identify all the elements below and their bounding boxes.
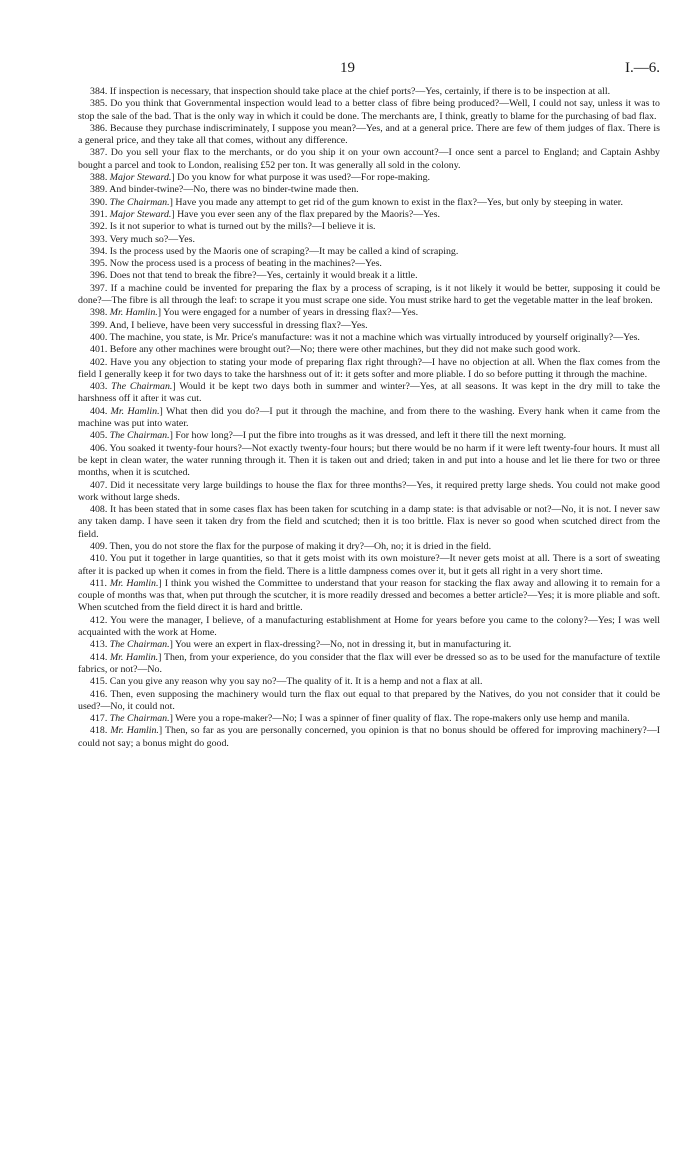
evidence-paragraph: 404. Mr. Hamlin.] What then did you do?—I put it through the machine, and from there to the washing. Every hank when it came from the machine was put into water. <box>78 405 660 430</box>
evidence-paragraph <box>78 541 660 553</box>
evidence-paragraph: 405. The Chairman.] For how long?—I put the fibre into troughs as it was dressed, and left it there till the next morning. <box>90 430 567 442</box>
paragraph-text: 392. Is it not superior to what is turned out by the mills?—I believe it is. <box>90 221 376 233</box>
evidence-paragraph <box>78 344 660 356</box>
evidence-paragraph: 390. The Chairman.] Have you made any attempt to get rid of the gum known to exist in the flax?—Yes, but only by steeping in water. <box>90 196 624 208</box>
paragraph-text: You were engaged for a number of years in dressing flax?—Yes. <box>163 307 419 319</box>
paragraph-text: 396. Does not that tend to break the fibre?—Yes, certainly it would break it a little. <box>90 270 418 282</box>
evidence-paragraph <box>78 504 660 541</box>
paragraph-text: 395. Now the process used is a process of beating in the machines?—Yes. <box>90 258 382 270</box>
speaker-name: Mr. Hamlin. <box>109 307 158 319</box>
paragraph-text: 400. The machine, you state, is Mr. Price's manufacture: was it not a machine which was virtually introduced by yourself originally?—Yes. <box>90 331 640 343</box>
evidence-paragraph <box>78 123 660 148</box>
speaker-name: The Chairman. <box>109 639 170 651</box>
paragraph-text: 389. And binder-twine?—No, there was no binder-twine made then. <box>90 184 359 196</box>
speaker-name: Mr. Hamlin. <box>109 651 159 663</box>
evidence-paragraph: 403. The Chairman.] Would it be kept two days both in summer and winter?—Yes, at all seasons. It was kept in the dry mill to take the harshness off it after it was cut. <box>78 381 661 405</box>
paragraph-text: Were you a rope-maker?—No; I was a spinner of finer quality of flax. The rope-makers only use hemp and manila. <box>175 713 630 725</box>
evidence-paragraph: 388. Major Steward.] Do you know for what purpose it was used?—For rope-making. <box>90 172 431 184</box>
question-number: 405. <box>90 430 108 442</box>
question-number: 413. <box>90 639 108 651</box>
evidence-paragraph: 413. The Chairman.] You were an expert in flax-dressing?—No, not in dressing it, but in manufacturing it. <box>90 639 512 651</box>
speaker-name: The Chairman. <box>109 430 170 442</box>
paragraph-text: 394. Is the process used by the Maoris one of scraping?—It may be called a kind of scraping. <box>90 245 459 257</box>
question-number: 398. <box>90 307 108 319</box>
speaker-name: Major Steward. <box>109 172 172 184</box>
page-header <box>78 60 660 86</box>
paragraph-text: Would it be kept two days both in summer and winter?—Yes, at all seasons. It was kept in the dry mill to take the harshness off it after it was cut. <box>78 381 661 405</box>
paragraph-text: Then, so far as you are personally concerned, you opinion is that no bonus should be offered for improving machinery?—I could not say; a bonus might do good. <box>78 725 660 749</box>
paragraph-text: 401. Before any other machines were brought out?—No; there were other machines, but they did not make such good work. <box>90 344 581 356</box>
evidence-paragraph <box>78 689 660 714</box>
paragraph-text: 416. Then, even supposing the machinery would turn the flax out equal to that prepared by the Natives, do you not consider that it could be used?—No, it could not. <box>78 688 660 712</box>
paragraph-text: 402. Have you any objection to stating your mode of preparing flax right through?—I have no objection at all. When the flax comes from the field I generally keep it for two days to take the harshness out of it: it gets softer and more pliable. I do so before putting it through the machine. <box>78 356 660 380</box>
evidence-paragraph: 411. Mr. Hamlin.] I think you wished the Committee to understand that your reason for stacking the flax away and allowing it to remain for a couple of months was that, when put through the scutcher, it is more readily dressed and becomes a better article?—Yes; it is more pliable and soft. When scutched from the field direct it is hard and brittle. <box>78 577 661 614</box>
evidence-paragraph <box>78 332 660 344</box>
evidence-paragraph <box>78 258 660 270</box>
paragraph-text: 393. Very much so?—Yes. <box>90 233 195 245</box>
paragraph-text: 386. Because they purchase indiscriminately, I suppose you mean?—Yes, and at a general price. There are few of them judges of flax. There is a general price, and they take all that comes, without any difference. <box>78 122 660 147</box>
evidence-paragraph <box>78 98 660 123</box>
evidence-paragraph <box>78 147 660 172</box>
question-number: 418. <box>90 725 108 737</box>
evidence-paragraph: 418. Mr. Hamlin.] Then, so far as you are personally concerned, you opinion is that no bonus should be offered for improving machinery?—I could not say; a bonus might do good. <box>78 725 660 749</box>
evidence-paragraph <box>78 553 660 578</box>
evidence-paragraph: 417. The Chairman.] Were you a rope-maker?—No; I was a spinner of finer quality of flax. The rope-makers only use hemp and manila. <box>90 713 630 725</box>
paragraph-text: You were an expert in flax-dressing?—No, not in dressing it, but in manufacturing it. <box>174 639 512 651</box>
page-number: 19 <box>340 60 355 76</box>
question-number: 391. <box>90 208 108 220</box>
paragraph-text: Have you made any attempt to get rid of the gum known to exist in the flax?—Yes, but only by steeping in water. <box>175 196 624 208</box>
evidence-paragraph: 398. Mr. Hamlin.] You were engaged for a number of years in dressing flax?—Yes. <box>90 307 419 319</box>
paragraph-text: 385. Do you think that Governmental inspection would lead to a better class of fibre being produced?—Well, I could not say, unless it was to stop the sale of the bad. That is the only way in which it could be done. The merchants are, I think, greatly to blame for the purchasing of bad flax. <box>78 98 660 122</box>
question-number: 390. <box>90 196 108 208</box>
evidence-paragraph <box>78 443 660 480</box>
speaker-name: Mr. Hamlin. <box>109 577 159 589</box>
paragraph-text: I think you wished the Committee to understand that your reason for stacking the flax away and allowing it to remain for a couple of months was that, when put through the scutcher, it is more readily dressed and becomes a better article?—Yes; it is more pliable and soft. When scutched from the field direct it is hard and brittle. <box>78 577 661 614</box>
paragraph-text: 384. If inspection is necessary, that inspection should take place at the chief ports?—Yes, certainly, if there is to be inspection at all. <box>90 86 611 97</box>
evidence-paragraph <box>78 86 660 98</box>
question-number: 388. <box>90 172 108 184</box>
evidence-paragraph: 391. Major Steward.] Have you ever seen any of the flax prepared by the Maoris?—Yes. <box>90 208 440 220</box>
speaker-name: Major Steward. <box>109 208 172 220</box>
paragraph-text: 387. Do you sell your flax to the merchants, or do you ship it on your own account?—I once sent a parcel to England; and Captain Ashby bought a parcel and took to London, realising £52 per ton. It was generally all sold in the colony. <box>78 147 660 171</box>
minutes-of-evidence <box>78 86 660 750</box>
document-reference: I.—6. <box>625 60 660 76</box>
evidence-paragraph <box>78 221 660 233</box>
paragraph-text: 408. It has been stated that in some cases flax has been taken for scutching in a damp state: is that advisable or not?—No, it is not. I never saw any taken damp. I have seen it taken dry from the field and scutched; then it is too brittle. Flax is never so good when scutched direct from the field. <box>78 504 660 540</box>
speaker-name: The Chairman. <box>109 196 170 208</box>
speaker-name: The Chairman. <box>109 713 170 725</box>
paragraph-text: 399. And, I believe, have been very successful in dressing flax?—Yes. <box>90 319 368 331</box>
evidence-paragraph <box>78 184 660 196</box>
evidence-paragraph: 414. Mr. Hamlin.] Then, from your experience, do you consider that the flax will ever be dressed so as to be used for the manufacture of textile fabrics, or not?—No. <box>78 651 660 675</box>
speaker-name: The Chairman. <box>111 381 173 393</box>
evidence-paragraph <box>78 357 660 382</box>
paragraph-text: What then did you do?—I put it through the machine, and from there to the washing. Every hank when it came from the machine was put into water. <box>78 405 660 430</box>
paragraph-text: 407. Did it necessitate very large buildings to house the flax for three months?—Yes, it required pretty large sheds. You could not make good work without large sheds. <box>78 479 660 503</box>
paragraph-text: Do you know for what purpose it was used?—For rope-making. <box>177 172 431 184</box>
question-number: 414. <box>90 651 108 663</box>
paragraph-text: 412. You were the manager, I believe, of a manufacturing establishment at Home for years before you came to the colony?—Yes; I was well acquainted with the work at Home. <box>78 614 660 639</box>
question-number: 417. <box>90 713 108 725</box>
paragraph-text: Have you ever seen any of the flax prepared by the Maoris?—Yes. <box>177 208 440 220</box>
evidence-paragraph <box>78 270 660 282</box>
question-number: 411. <box>90 577 107 589</box>
evidence-paragraph <box>78 480 660 505</box>
speaker-name: Mr. Hamlin. <box>110 405 160 417</box>
paragraph-text: 406. You soaked it twenty-four hours?—Not exactly twenty-four hours; but there would be no harm if it were left twenty-four hours. It must all be kept in clean water, the water running through it. Then it is taken out and dried; taken in and put into a house and let lie there for two or three months, when it is scutched. <box>78 442 660 479</box>
evidence-paragraph <box>78 246 660 258</box>
speaker-name: Mr. Hamlin. <box>110 725 159 737</box>
paragraph-text: 397. If a machine could be invented for preparing the flax by a process of scraping, is it not likely it would be better, supposing it could be done?—The fibre is all through the leaf: to scrape it you must scrape one side. You must strike hard to get the vegetable matter in the leaf broken. <box>78 282 660 307</box>
paragraph-text: 415. Can you give any reason why you say no?—The quality of it. It is a hemp and not a flax at all. <box>90 676 483 688</box>
question-number: 403. <box>90 381 108 393</box>
paragraph-text: For how long?—I put the fibre into troughs as it was dressed, and left it there till the next morning. <box>175 430 567 442</box>
paragraph-text: Then, from your experience, do you consider that the flax will ever be dressed so as to be used for the manufacture of textile fabrics, or not?—No. <box>78 651 660 675</box>
evidence-paragraph <box>78 320 660 332</box>
evidence-paragraph <box>78 676 660 688</box>
paragraph-text: 409. Then, you do not store the flax for the purpose of making it dry?—Oh, no; it is dried in the field. <box>90 540 492 552</box>
evidence-paragraph <box>78 615 660 640</box>
evidence-paragraph <box>78 234 660 246</box>
paragraph-text: 410. You put it together in large quantities, so that it gets moist with its own moisture?—It never gets moist at all. There is a sort of sweating after it is packed up when it comes in from the field. There is a little dampness comes over it, but it gets all right in a very short time. <box>78 553 660 577</box>
question-number: 404. <box>90 405 108 417</box>
evidence-paragraph <box>78 283 660 308</box>
